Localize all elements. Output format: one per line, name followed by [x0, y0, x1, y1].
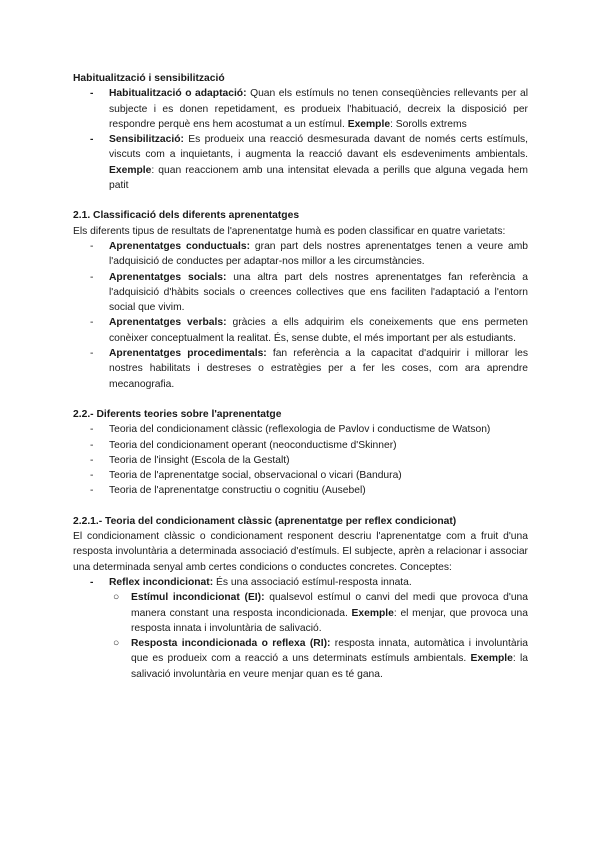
dash-bullet: -	[90, 348, 94, 360]
classification-list	[73, 239, 528, 392]
example-label: Exemple	[109, 164, 152, 176]
classical-sublist	[109, 590, 528, 682]
classical-intro: El condicionament clàssic o condicionament responent descriu l'aprenentatge com a fruit d'una resposta involuntària a determinada associació d'estímuls. El subjecte, aprèn a relacionar i associar una determinada senyal amb certes condicions o conductes concretes. Conceptes:	[73, 531, 528, 573]
example-label: Exemple	[347, 118, 391, 130]
circle-bullet: ○	[113, 592, 120, 604]
theory-text: Teoria de l'aprenentatge constructiu o cognitiu (Ausebel)	[109, 485, 366, 497]
example-text: : la salivació involuntària en veure menjar quan es té gana.	[131, 653, 528, 680]
term: Reflex incondicionat:	[109, 576, 214, 588]
classical-title: 2.2.1.- Teoria del condicionament clàssic (aprenentatge per reflex condicionat)	[73, 515, 457, 527]
theory-text: Teoria de l'aprenentatge social, observacional o vicari (Bandura)	[109, 470, 402, 482]
definition: gràcies a ells adquirim els coneixements que ens permeten conèixer conceptualment la realitat. És, sense dubte, el més important per als estudiants.	[109, 317, 528, 344]
dash-bullet: -	[90, 439, 94, 451]
list-item	[73, 422, 528, 437]
list-item	[73, 468, 528, 483]
example-text: : quan reaccionem amb una intensitat elevada a perills que alguna vegada hem patit	[109, 164, 528, 192]
classical-list	[73, 575, 528, 682]
list-item	[73, 239, 528, 270]
example-label: Exemple	[351, 607, 394, 619]
theories-list	[73, 422, 528, 498]
list-item	[73, 575, 528, 682]
definition: gran part dels nostres aprenentatges tenen a veure amb l'adquisició de conductes per adaptar-nos millor a les circumstàncies.	[109, 240, 528, 268]
example-label: Exemple	[470, 653, 513, 665]
term: Aprenentatges socials:	[109, 271, 227, 283]
dash-bullet: -	[90, 240, 94, 252]
sub-list-item	[109, 636, 528, 682]
theory-text: Teoria de l'insight (Escola de la Gestalt)	[109, 454, 290, 466]
definition: una altra part dels nostres aprenentatges fan referència a l'adquisició d'hàbits socials o creences collectives que ens faciliten l'adaptació a l'entorn social que vivim.	[109, 271, 528, 314]
definition: resposta innata, automàtica i involuntària que es produeix com a reacció a uns determinats estímuls ambientals.	[131, 638, 529, 665]
circle-bullet: ○	[113, 638, 120, 650]
dash-bullet: -	[90, 424, 94, 436]
dash-bullet: -	[90, 470, 94, 482]
definition: Es produeix una reacció desmesurada davant de només certs estímuls, viscuts com a inquietants, i augmenta la reacció davant els esdeveniments ambientals.	[109, 134, 528, 161]
dash-bullet: -	[90, 88, 94, 100]
theory-text: Teoria del condicionament clàssic (reflexologia de Pavlov i conductisme de Watson)	[109, 424, 491, 436]
term: Resposta incondicionada o reflexa (RI):	[131, 638, 331, 650]
list-item	[73, 438, 528, 453]
definition: qualsevol estímul o canvi del medi que provoca d'una manera constant una resposta incondicionada.	[131, 592, 528, 619]
theories-title: 2.2.- Diferents teories sobre l'aprenentatge	[73, 408, 282, 420]
dash-bullet: -	[90, 576, 94, 588]
term: Aprenentatges verbals:	[109, 317, 227, 329]
dash-bullet: -	[90, 454, 94, 466]
list-item	[73, 453, 528, 468]
list-item	[73, 86, 528, 132]
list-item	[73, 346, 528, 392]
habituation-title: Habitualització i sensibilització	[73, 73, 225, 84]
dash-bullet: -	[90, 134, 94, 146]
dash-bullet: -	[90, 271, 94, 283]
habituation-list	[73, 86, 528, 193]
sub-list-item	[109, 590, 528, 636]
list-item	[73, 315, 528, 346]
example-text: : Sorolls extrems	[390, 118, 467, 130]
term: Aprenentatges procedimentals:	[109, 348, 267, 360]
definition: Quan els estímuls no tenen conseqüències rellevants per al subjecte i es donen repetidament, es produeix l'habituació, decreix la disposició per respondre perquè ens hem acostumat a un estímul.	[109, 88, 528, 130]
document-page	[73, 71, 528, 682]
classification-title: 2.1. Classificació dels diferents aprenentatges	[73, 210, 300, 222]
dash-bullet: -	[90, 317, 94, 329]
list-item	[73, 483, 528, 498]
term: Habitualització o adaptació:	[109, 88, 247, 100]
dash-bullet: -	[90, 485, 94, 497]
definition: fan referència a la capacitat d'adquirir i millorar les nostres habilitats i destreses o estratègies per a fer les coses, com ara aprendre mecanografia.	[109, 348, 528, 390]
theory-text: Teoria del condicionament operant (neoconductisme d'Skinner)	[109, 439, 397, 451]
list-item	[73, 270, 528, 316]
example-text: : el menjar, que provoca una resposta innata i involuntària de salivació.	[131, 607, 528, 634]
term: Aprenentatges conductuals:	[109, 240, 251, 252]
term: Sensibilització:	[109, 134, 184, 146]
list-item	[73, 132, 528, 193]
term: Estímul incondicionat (EI):	[131, 592, 265, 604]
definition: És una associació estímul-resposta innata.	[213, 576, 412, 588]
classification-intro: Els diferents tipus de resultats de l'aprenentatge humà es poden classificar en quatre varietats:	[73, 225, 506, 237]
